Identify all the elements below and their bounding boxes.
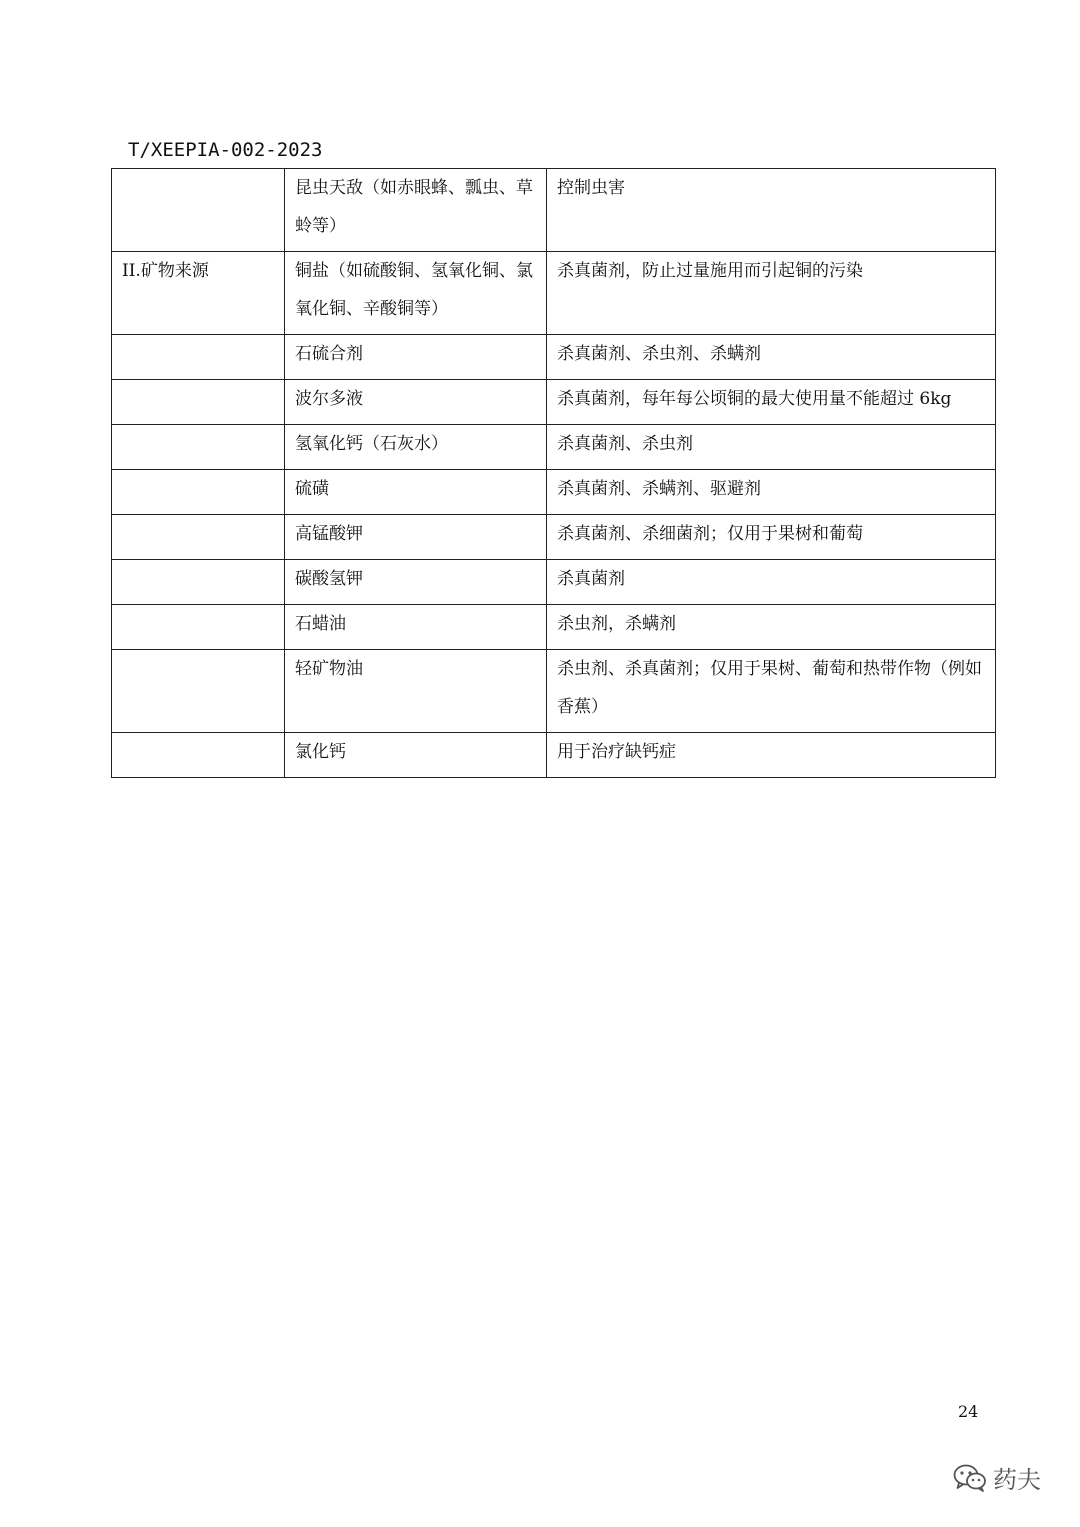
substance-cell: 氢氧化钙（石灰水）: [285, 425, 547, 470]
substance-cell: 碳酸氢钾: [285, 560, 547, 605]
substance-cell: 氯化钙: [285, 733, 547, 778]
table-row: [112, 252, 996, 335]
usage-cell: 用于治疗缺钙症: [547, 733, 996, 778]
category-cell: [112, 560, 285, 605]
usage-cell: 杀虫剂，杀螨剂: [547, 605, 996, 650]
table-row: [112, 380, 996, 425]
table-row: [112, 605, 996, 650]
usage-cell: 杀真菌剂、杀虫剂: [547, 425, 996, 470]
category-cell: [112, 605, 285, 650]
page-number: 24: [958, 1402, 979, 1421]
table-row: [112, 335, 996, 380]
substance-cell: 昆虫天敌（如赤眼蜂、瓢虫、草蛉等）: [285, 169, 547, 252]
substance-cell: 石蜡油: [285, 605, 547, 650]
category-cell: [112, 380, 285, 425]
document-id: T/XEEPIA-002-2023: [128, 139, 323, 161]
category-cell: [112, 733, 285, 778]
table-row: [112, 560, 996, 605]
substance-cell: 石硫合剂: [285, 335, 547, 380]
table-row: [112, 470, 996, 515]
substances-table: [111, 168, 996, 778]
usage-cell: 控制虫害: [547, 169, 996, 252]
table-row: [112, 425, 996, 470]
wechat-icon: [953, 1464, 987, 1492]
usage-cell: 杀虫剂、杀真菌剂；仅用于果树、葡萄和热带作物（例如香蕉）: [547, 650, 996, 733]
category-cell: [112, 650, 285, 733]
table-row: [112, 515, 996, 560]
category-cell: [112, 515, 285, 560]
watermark: [953, 1460, 1041, 1495]
substance-cell: 轻矿物油: [285, 650, 547, 733]
usage-cell: 杀真菌剂、杀细菌剂；仅用于果树和葡萄: [547, 515, 996, 560]
category-cell: II.矿物来源: [112, 252, 285, 335]
category-cell: [112, 169, 285, 252]
usage-cell: 杀真菌剂、杀虫剂、杀螨剂: [547, 335, 996, 380]
usage-cell: 杀真菌剂: [547, 560, 996, 605]
category-cell: [112, 425, 285, 470]
watermark-text: 药夫: [993, 1466, 1041, 1494]
substance-cell: 铜盐（如硫酸铜、氢氧化铜、氯氧化铜、辛酸铜等）: [285, 252, 547, 335]
usage-cell: 杀真菌剂、杀螨剂、驱避剂: [547, 470, 996, 515]
substance-cell: 高锰酸钾: [285, 515, 547, 560]
table-row: [112, 733, 996, 778]
usage-cell: 杀真菌剂，每年每公顷铜的最大使用量不能超过 6kg: [547, 380, 996, 425]
substance-cell: 硫磺: [285, 470, 547, 515]
category-cell: [112, 470, 285, 515]
category-cell: [112, 335, 285, 380]
table-row: [112, 169, 996, 252]
substance-cell: 波尔多液: [285, 380, 547, 425]
table-row: [112, 650, 996, 733]
usage-cell: 杀真菌剂，防止过量施用而引起铜的污染: [547, 252, 996, 335]
